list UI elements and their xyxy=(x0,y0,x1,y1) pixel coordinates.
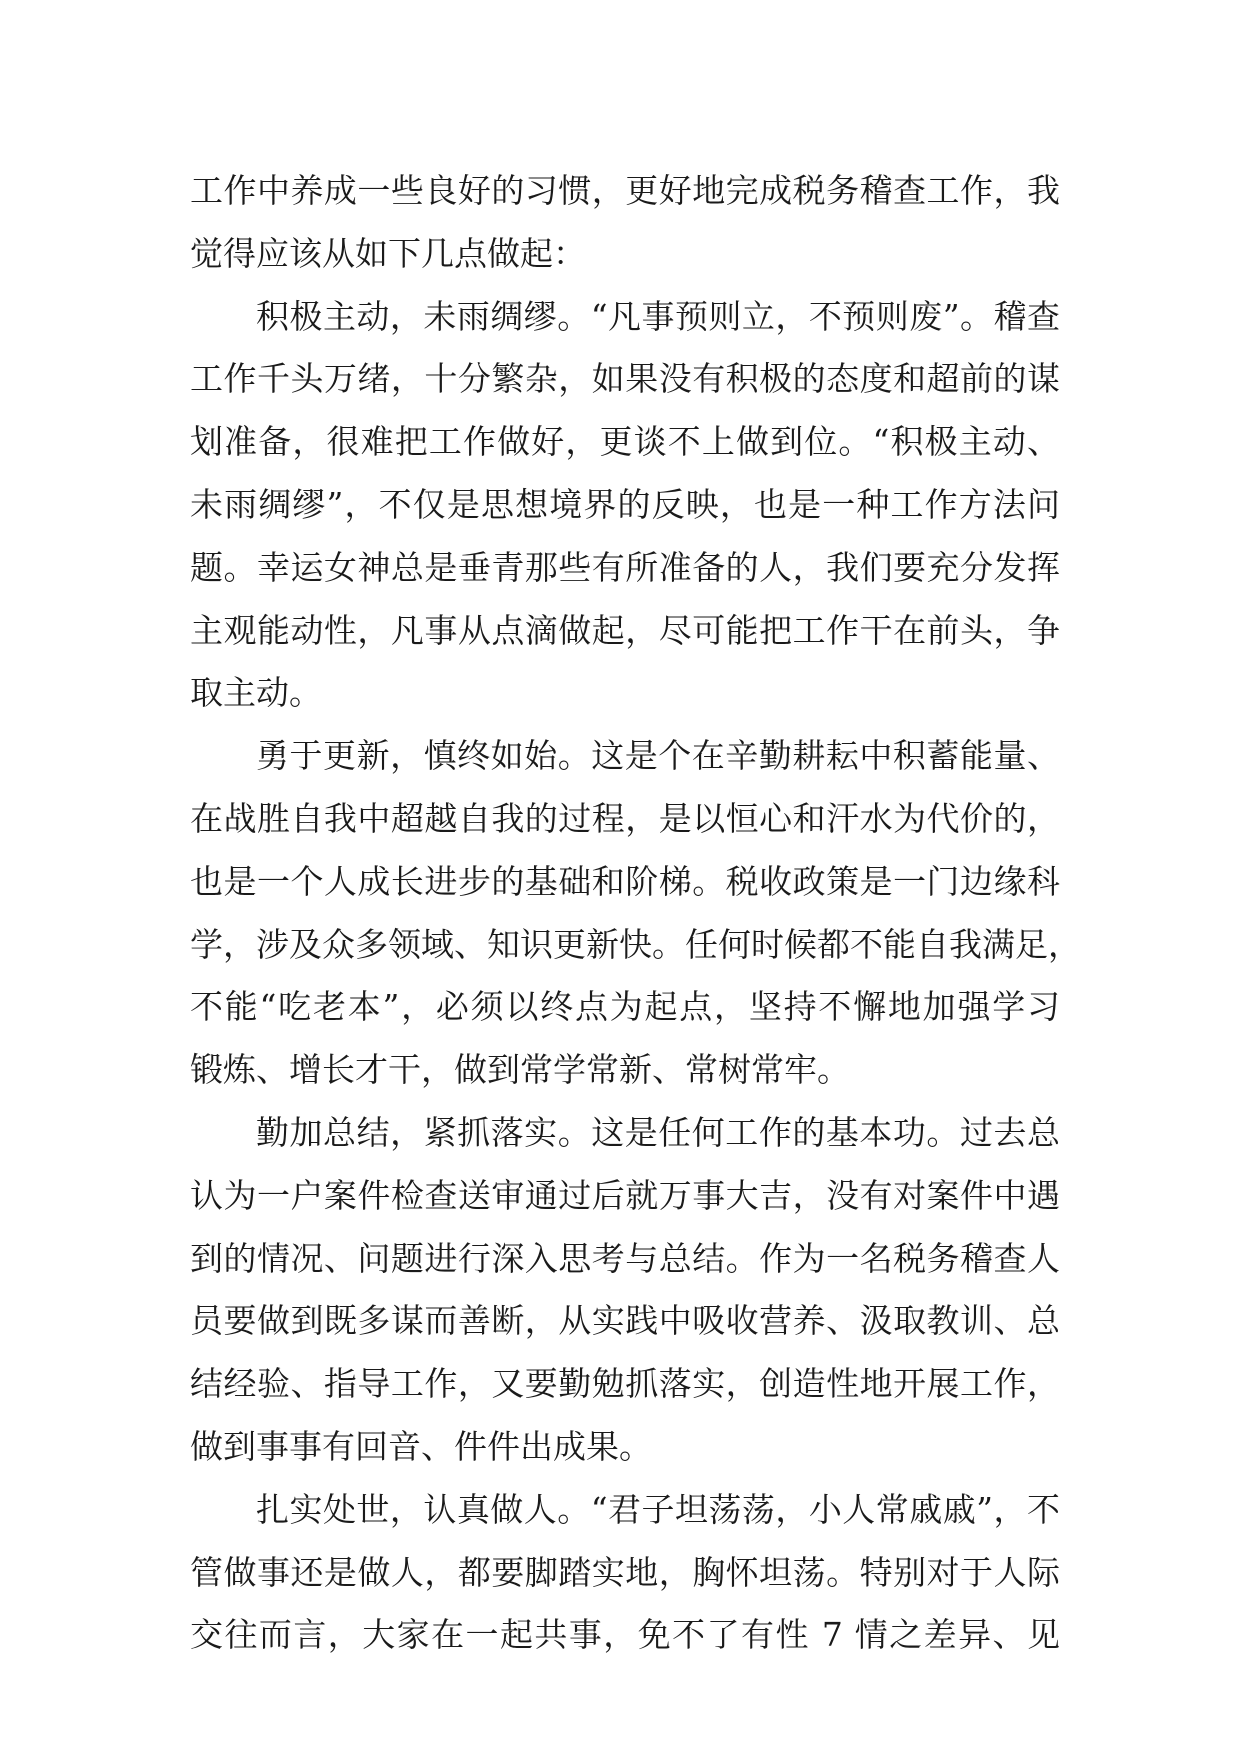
text-line: 取主动。 xyxy=(190,673,322,713)
text-line: 题。幸运女神总是垂青那些有所准备的人，我们要充分发挥 xyxy=(190,547,1060,587)
paragraph-first-line: 勇于更新，慎终如始。这是个在辛勤耕耘中积蓄能量、 xyxy=(256,736,1060,776)
text-line: 觉得应该从如下几点做起： xyxy=(190,233,586,273)
text-line: 工作千头万绪，十分繁杂，如果没有积极的态度和超前的谋 xyxy=(190,359,1060,399)
text-line: 认为一户案件检查送审通过后就万事大吉，没有对案件中遇 xyxy=(190,1175,1060,1215)
paragraph-first-line: 勤加总结，紧抓落实。这是任何工作的基本功。过去总 xyxy=(256,1112,1060,1152)
text-line: 锻炼、增长才干，做到常学常新、常树常牢。 xyxy=(190,1050,850,1090)
text-line: 交往而言，大家在一起共事，免不了有性 7 情之差异、见 xyxy=(190,1615,1060,1655)
text-line: 在战胜自我中超越自我的过程，是以恒心和汗水为代价的， xyxy=(190,798,1060,838)
text-line: 到的情况、问题进行深入思考与总结。作为一名税务稽查人 xyxy=(190,1238,1060,1278)
text-line: 做到事事有回音、件件出成果。 xyxy=(190,1426,652,1466)
text-line: 工作中养成一些良好的习惯，更好地完成税务稽查工作，我 xyxy=(190,171,1060,210)
text-line: 管做事还是做人，都要脚踏实地，胸怀坦荡。特别对于人际 xyxy=(190,1552,1060,1592)
text-line: 主观能动性，凡事从点滴做起，尽可能把工作干在前头，争 xyxy=(190,610,1060,650)
text-line: 结经验、指导工作，又要勤勉抓落实，创造性地开展工作， xyxy=(190,1364,1060,1404)
paragraph-first-line: 积极主动，未雨绸缪。“凡事预则立，不预则废”。稽查 xyxy=(256,296,1060,336)
text-line: 划准备，很难把工作做好，更谈不上做到位。“积极主动、 xyxy=(190,422,1060,462)
paragraph-first-line: 扎实处世，认真做人。“君子坦荡荡，小人常戚戚”，不 xyxy=(256,1489,1060,1529)
text-line: 不能“吃老本”，必须以终点为起点，坚持不懈地加强学习 xyxy=(190,987,1060,1027)
document-body xyxy=(190,160,1081,1667)
text-line: 学，涉及众多领域、知识更新快。任何时候都不能自我满足， xyxy=(190,924,1081,964)
text-line: 未雨绸缪”，不仅是思想境界的反映，也是一种工作方法问 xyxy=(190,484,1060,524)
text-line: 员要做到既多谋而善断，从实践中吸收营养、汲取教训、总 xyxy=(190,1301,1060,1341)
text-line: 也是一个人成长进步的基础和阶梯。税收政策是一门边缘科 xyxy=(190,861,1060,901)
